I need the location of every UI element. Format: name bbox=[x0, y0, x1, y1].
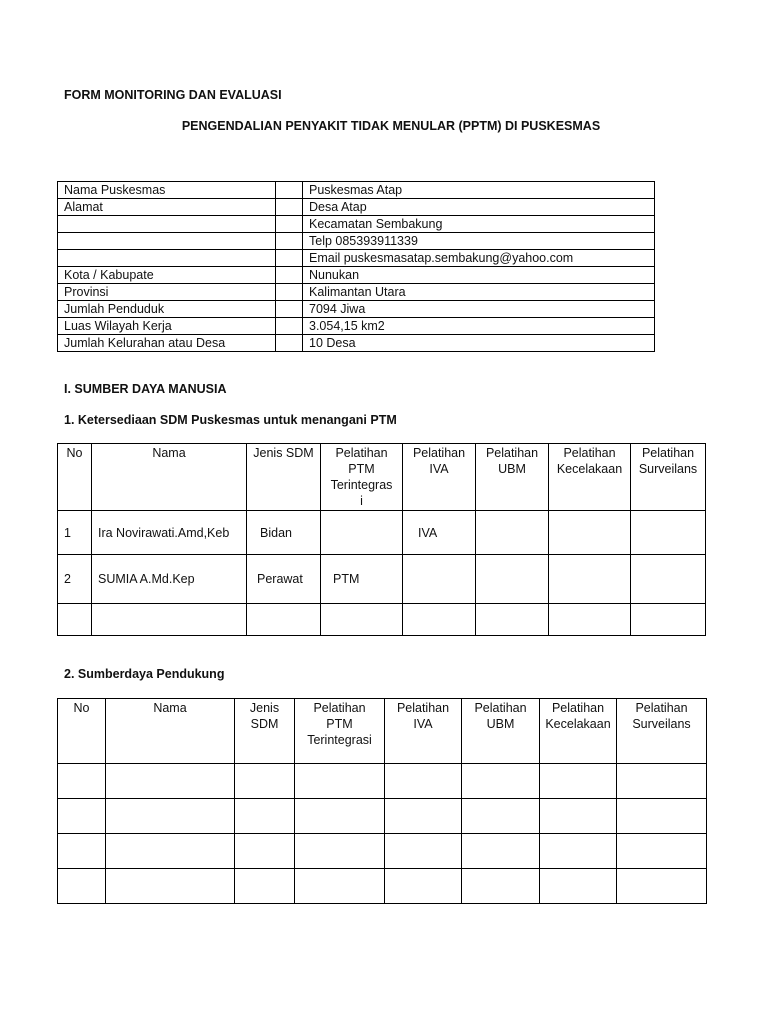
cell-empty bbox=[295, 799, 385, 834]
header-jenis-sdm: Jenis SDM bbox=[247, 444, 321, 511]
cell-empty bbox=[235, 764, 295, 799]
cell-pelatihan-ubm bbox=[476, 555, 549, 604]
document-subtitle: PENGENDALIAN PENYAKIT TIDAK MENULAR (PPTM) DI PUSKESMAS bbox=[181, 119, 601, 133]
cell-no: 1 bbox=[58, 511, 92, 555]
cell-nama: Ira Novirawati.Amd,Keb bbox=[92, 511, 247, 555]
identity-value: Nunukan bbox=[303, 267, 655, 284]
identity-separator bbox=[276, 182, 303, 199]
cell-empty bbox=[321, 604, 403, 636]
cell-empty bbox=[58, 604, 92, 636]
header-no: No bbox=[58, 444, 92, 511]
cell-jenis-sdm: Perawat bbox=[247, 555, 321, 604]
cell-no: 2 bbox=[58, 555, 92, 604]
identity-row bbox=[58, 216, 655, 233]
table-row-empty bbox=[58, 764, 707, 799]
identity-separator bbox=[276, 301, 303, 318]
cell-empty bbox=[58, 764, 106, 799]
identity-value: Email puskesmasatap.sembakung@yahoo.com bbox=[303, 250, 655, 267]
cell-empty bbox=[385, 764, 462, 799]
cell-empty bbox=[540, 799, 617, 834]
cell-empty bbox=[106, 764, 235, 799]
cell-empty bbox=[235, 799, 295, 834]
cell-empty bbox=[540, 869, 617, 904]
header-nama: Nama bbox=[92, 444, 247, 511]
cell-empty bbox=[403, 604, 476, 636]
identity-label: Luas Wilayah Kerja bbox=[58, 318, 276, 335]
cell-empty bbox=[92, 604, 247, 636]
identity-row bbox=[58, 284, 655, 301]
cell-empty bbox=[385, 799, 462, 834]
header-no: No bbox=[58, 699, 106, 764]
identity-separator bbox=[276, 284, 303, 301]
identity-row bbox=[58, 318, 655, 335]
cell-pelatihan-surveilans bbox=[631, 511, 706, 555]
cell-empty bbox=[476, 604, 549, 636]
support-table bbox=[57, 698, 707, 904]
table-row-empty bbox=[58, 604, 706, 636]
table-row-empty bbox=[58, 869, 707, 904]
cell-empty bbox=[106, 869, 235, 904]
identity-row bbox=[58, 199, 655, 216]
cell-pelatihan-ubm bbox=[476, 511, 549, 555]
table-header-row bbox=[58, 444, 706, 511]
table-row bbox=[58, 555, 706, 604]
sdm-table bbox=[57, 443, 706, 636]
header-pelatihan-iva: Pelatihan IVA bbox=[403, 444, 476, 511]
cell-jenis-sdm: Bidan bbox=[247, 511, 321, 555]
identity-label: Jumlah Kelurahan atau Desa bbox=[58, 335, 276, 352]
identity-label: Jumlah Penduduk bbox=[58, 301, 276, 318]
cell-empty bbox=[540, 764, 617, 799]
cell-empty bbox=[295, 869, 385, 904]
table-row bbox=[58, 511, 706, 555]
table-header-row bbox=[58, 699, 707, 764]
identity-value: Desa Atap bbox=[303, 199, 655, 216]
cell-empty bbox=[462, 764, 540, 799]
identity-separator bbox=[276, 233, 303, 250]
cell-empty bbox=[385, 834, 462, 869]
cell-empty bbox=[617, 834, 707, 869]
cell-empty bbox=[58, 869, 106, 904]
identity-value: 3.054,15 km2 bbox=[303, 318, 655, 335]
cell-empty bbox=[617, 869, 707, 904]
cell-empty bbox=[462, 869, 540, 904]
header-pelatihan-surveilans: Pelatihan Surveilans bbox=[631, 444, 706, 511]
subsection-heading-sdm: 1. Ketersediaan SDM Puskesmas untuk menangani PTM bbox=[64, 413, 397, 427]
cell-pelatihan-kecelakaan bbox=[549, 511, 631, 555]
identity-value: Puskesmas Atap bbox=[303, 182, 655, 199]
identity-label bbox=[58, 233, 276, 250]
cell-pelatihan-iva bbox=[403, 555, 476, 604]
identity-label bbox=[58, 216, 276, 233]
identity-separator bbox=[276, 318, 303, 335]
identity-row bbox=[58, 182, 655, 199]
identity-table bbox=[57, 181, 655, 352]
identity-value: Kalimantan Utara bbox=[303, 284, 655, 301]
cell-empty bbox=[106, 834, 235, 869]
cell-empty bbox=[58, 834, 106, 869]
header-pelatihan-ubm: Pelatihan UBM bbox=[462, 699, 540, 764]
identity-row bbox=[58, 301, 655, 318]
table-row-empty bbox=[58, 799, 707, 834]
cell-empty bbox=[295, 764, 385, 799]
header-pelatihan-kecelakaan: Pelatihan Kecelakaan bbox=[549, 444, 631, 511]
header-pelatihan-ptm: Pelatihan PTM Terintegrasi bbox=[295, 699, 385, 764]
identity-separator bbox=[276, 216, 303, 233]
document-title: FORM MONITORING DAN EVALUASI bbox=[64, 88, 282, 102]
header-pelatihan-ubm: Pelatihan UBM bbox=[476, 444, 549, 511]
identity-label: Nama Puskesmas bbox=[58, 182, 276, 199]
cell-empty bbox=[106, 799, 235, 834]
cell-empty bbox=[295, 834, 385, 869]
identity-label: Provinsi bbox=[58, 284, 276, 301]
identity-row bbox=[58, 250, 655, 267]
cell-empty bbox=[235, 834, 295, 869]
cell-pelatihan-surveilans bbox=[631, 555, 706, 604]
section-heading: I. SUMBER DAYA MANUSIA bbox=[64, 382, 227, 396]
subsection-heading-support: 2. Sumberdaya Pendukung bbox=[64, 667, 225, 681]
identity-row bbox=[58, 267, 655, 284]
cell-empty bbox=[540, 834, 617, 869]
identity-label: Kota / Kabupate bbox=[58, 267, 276, 284]
identity-separator bbox=[276, 335, 303, 352]
header-jenis-sdm: Jenis SDM bbox=[235, 699, 295, 764]
identity-row bbox=[58, 335, 655, 352]
header-pelatihan-ptm: Pelatihan PTM Terintegras i bbox=[321, 444, 403, 511]
identity-value: Telp 085393911339 bbox=[303, 233, 655, 250]
cell-empty bbox=[235, 869, 295, 904]
header-pelatihan-kecelakaan: Pelatihan Kecelakaan bbox=[540, 699, 617, 764]
cell-empty bbox=[58, 799, 106, 834]
cell-empty bbox=[631, 604, 706, 636]
identity-separator bbox=[276, 267, 303, 284]
cell-empty bbox=[462, 799, 540, 834]
cell-empty bbox=[617, 799, 707, 834]
identity-label: Alamat bbox=[58, 199, 276, 216]
cell-empty bbox=[549, 604, 631, 636]
header-nama: Nama bbox=[106, 699, 235, 764]
header-pelatihan-iva: Pelatihan IVA bbox=[385, 699, 462, 764]
cell-empty bbox=[247, 604, 321, 636]
cell-empty bbox=[617, 764, 707, 799]
identity-value: 7094 Jiwa bbox=[303, 301, 655, 318]
cell-pelatihan-kecelakaan bbox=[549, 555, 631, 604]
identity-label bbox=[58, 250, 276, 267]
cell-empty bbox=[385, 869, 462, 904]
identity-row bbox=[58, 233, 655, 250]
cell-nama: SUMIA A.Md.Kep bbox=[92, 555, 247, 604]
cell-pelatihan-iva: IVA bbox=[403, 511, 476, 555]
identity-separator bbox=[276, 199, 303, 216]
table-row-empty bbox=[58, 834, 707, 869]
header-pelatihan-surveilans: Pelatihan Surveilans bbox=[617, 699, 707, 764]
cell-empty bbox=[462, 834, 540, 869]
cell-pelatihan-ptm: PTM bbox=[321, 555, 403, 604]
cell-pelatihan-ptm bbox=[321, 511, 403, 555]
identity-value: 10 Desa bbox=[303, 335, 655, 352]
identity-separator bbox=[276, 250, 303, 267]
identity-value: Kecamatan Sembakung bbox=[303, 216, 655, 233]
